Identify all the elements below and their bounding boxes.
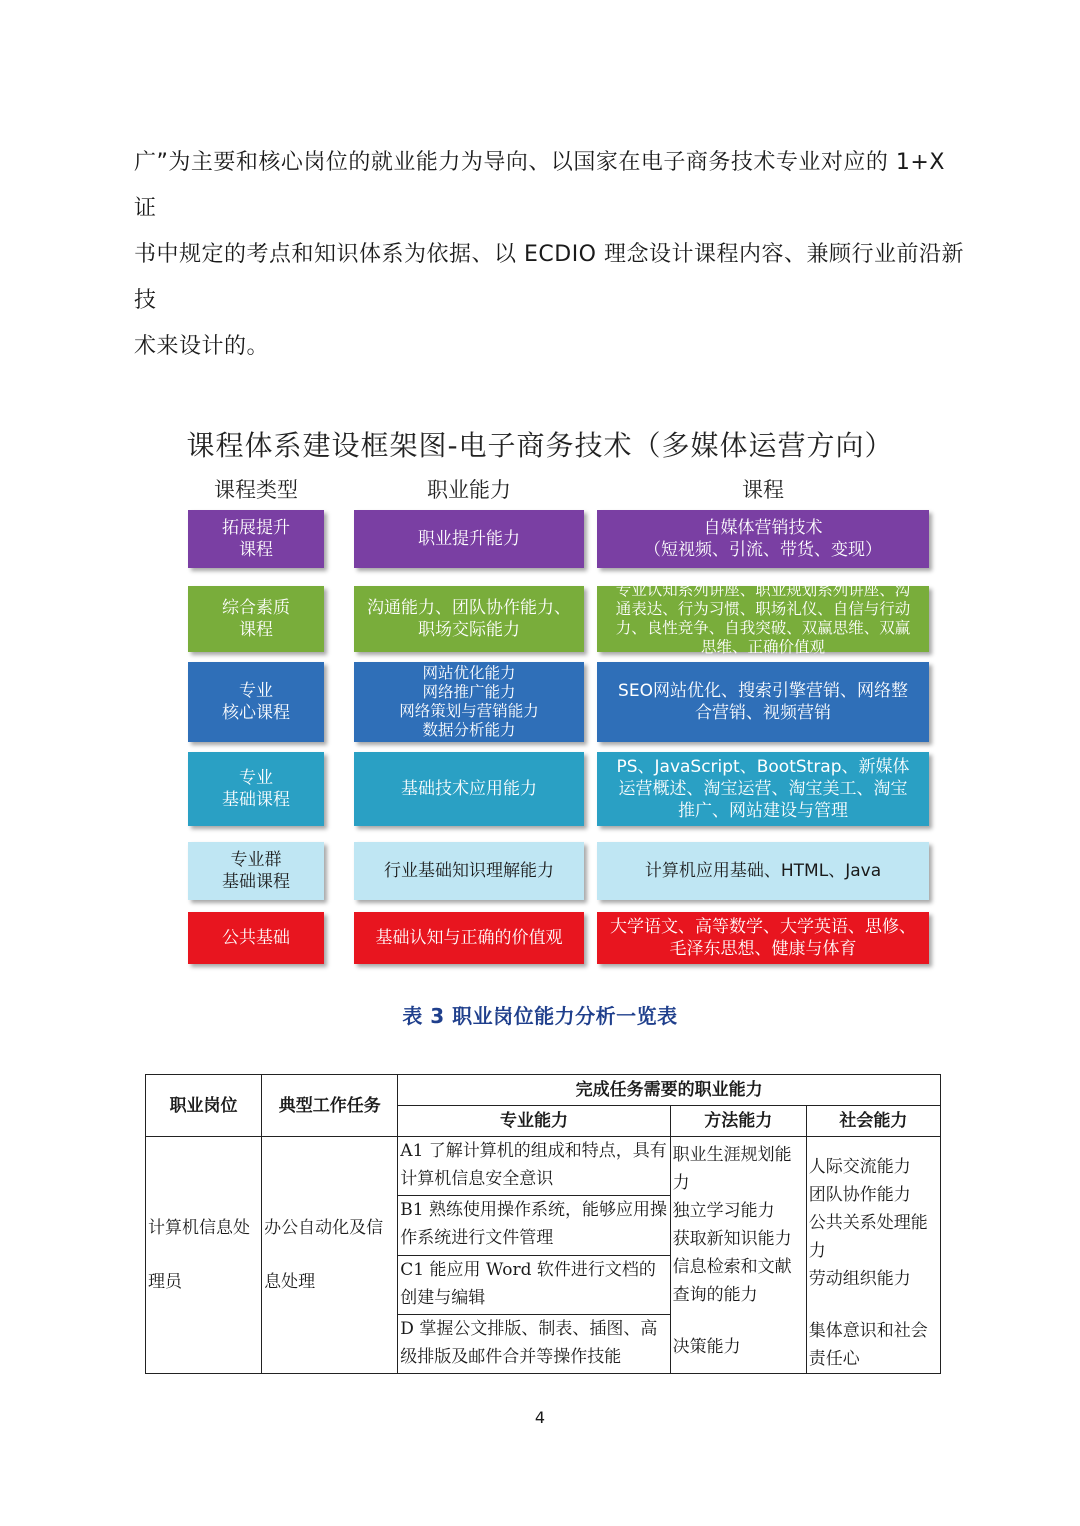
course-type-box: 拓展提升 课程 <box>188 510 324 568</box>
course-box: 专业认知系列讲座、职业规划系列讲座、沟 通表达、行为习惯、职场礼仪、自信与行动 力、良性竞争、自我突破、双赢思维、双赢 思维、正确价值观 <box>597 586 929 652</box>
paragraph-line: 术来设计的。 <box>134 334 270 359</box>
method-item: 信息检索和文献查询的能力 <box>672 1257 792 1305</box>
th-social: 社会能力 <box>806 1106 940 1137</box>
method-item: 决策能力 <box>672 1337 741 1357</box>
course-box: 大学语文、高等数学、大学英语、思修、 毛泽东思想、健康与体育 <box>597 912 929 964</box>
th-task: 典型工作任务 <box>262 1075 398 1137</box>
table-title: 表 3 职业岗位能力分析一览表 <box>402 1004 678 1028</box>
table-row <box>146 1137 941 1196</box>
th-position: 职业岗位 <box>146 1075 262 1137</box>
cell-social <box>806 1137 940 1374</box>
social-item: 团队协作能力 <box>808 1185 911 1205</box>
th-ability-group: 完成任务需要的职业能力 <box>398 1075 941 1106</box>
course-box: 计算机应用基础、HTML、Java <box>597 842 929 900</box>
social-item: 集体意识和社会责任心 <box>808 1321 928 1369</box>
th-professional: 专业能力 <box>398 1106 670 1137</box>
method-item: 独立学习能力 <box>672 1201 775 1221</box>
paragraph-line: 书中规定的考点和知识体系为依据、以 ECDIO 理念设计课程内容、兼顾行业前沿新技 <box>134 242 964 313</box>
ability-box: 网站优化能力 网络推广能力 网络策划与营销能力 数据分析能力 <box>354 662 584 742</box>
cell-professional-4: D 掌握公文排版、制表、插图、高级排版及邮件合并等操作技能 <box>398 1314 670 1373</box>
ability-box: 基础技术应用能力 <box>354 752 584 826</box>
ability-box: 行业基础知识理解能力 <box>354 842 584 900</box>
header-ability: 职业能力 <box>427 478 511 502</box>
social-item: 劳动组织能力 <box>808 1269 911 1289</box>
course-type-box: 综合素质 课程 <box>188 586 324 652</box>
framework-title: 课程体系建设框架图-电子商务技术（多媒体运营方向） <box>186 429 894 462</box>
intro-paragraph <box>134 140 964 370</box>
course-box: 自媒体营销技术 （短视频、引流、带货、变现） <box>597 510 929 568</box>
cell-professional-3: C1 能应用 Word 软件进行文档的创建与编辑 <box>398 1255 670 1314</box>
th-method: 方法能力 <box>670 1106 806 1137</box>
header-course: 课程 <box>742 478 784 502</box>
cell-method <box>670 1137 806 1374</box>
course-box: PS、JavaScript、BootStrap、新媒体 运营概述、淘宝运营、淘宝美工、淘宝 推广、网站建设与管理 <box>597 752 929 826</box>
social-item: 公共关系处理能力 <box>808 1213 928 1261</box>
ability-box: 沟通能力、团队协作能力、 职场交际能力 <box>354 586 584 652</box>
cell-task: 办公自动化及信息处理 <box>262 1137 398 1374</box>
course-box: SEO网站优化、搜索引擎营销、网络整 合营销、视频营销 <box>597 662 929 742</box>
course-type-box: 专业 核心课程 <box>188 662 324 742</box>
method-item: 获取新知识能力 <box>672 1229 792 1249</box>
social-item: 人际交流能力 <box>808 1157 911 1177</box>
cell-position: 计算机信息处理员 <box>146 1137 262 1374</box>
course-type-box: 专业群 基础课程 <box>188 842 324 900</box>
ability-table <box>145 1074 941 1374</box>
header-course-type: 课程类型 <box>214 478 298 502</box>
ability-box: 职业提升能力 <box>354 510 584 568</box>
course-type-box: 公共基础 <box>188 912 324 964</box>
page-number: 4 <box>534 1408 546 1427</box>
cell-professional-2: B1 熟练使用操作系统，能够应用操作系统进行文件管理 <box>398 1196 670 1255</box>
method-item: 职业生涯规划能力 <box>672 1145 792 1193</box>
course-type-box: 专业 基础课程 <box>188 752 324 826</box>
cell-professional-1: A1 了解计算机的组成和特点，具有计算机信息安全意识 <box>398 1137 670 1196</box>
paragraph-line: 广”为主要和核心岗位的就业能力为导向、以国家在电子商务技术专业对应的 1+X 证 <box>134 150 945 221</box>
ability-box: 基础认知与正确的价值观 <box>354 912 584 964</box>
